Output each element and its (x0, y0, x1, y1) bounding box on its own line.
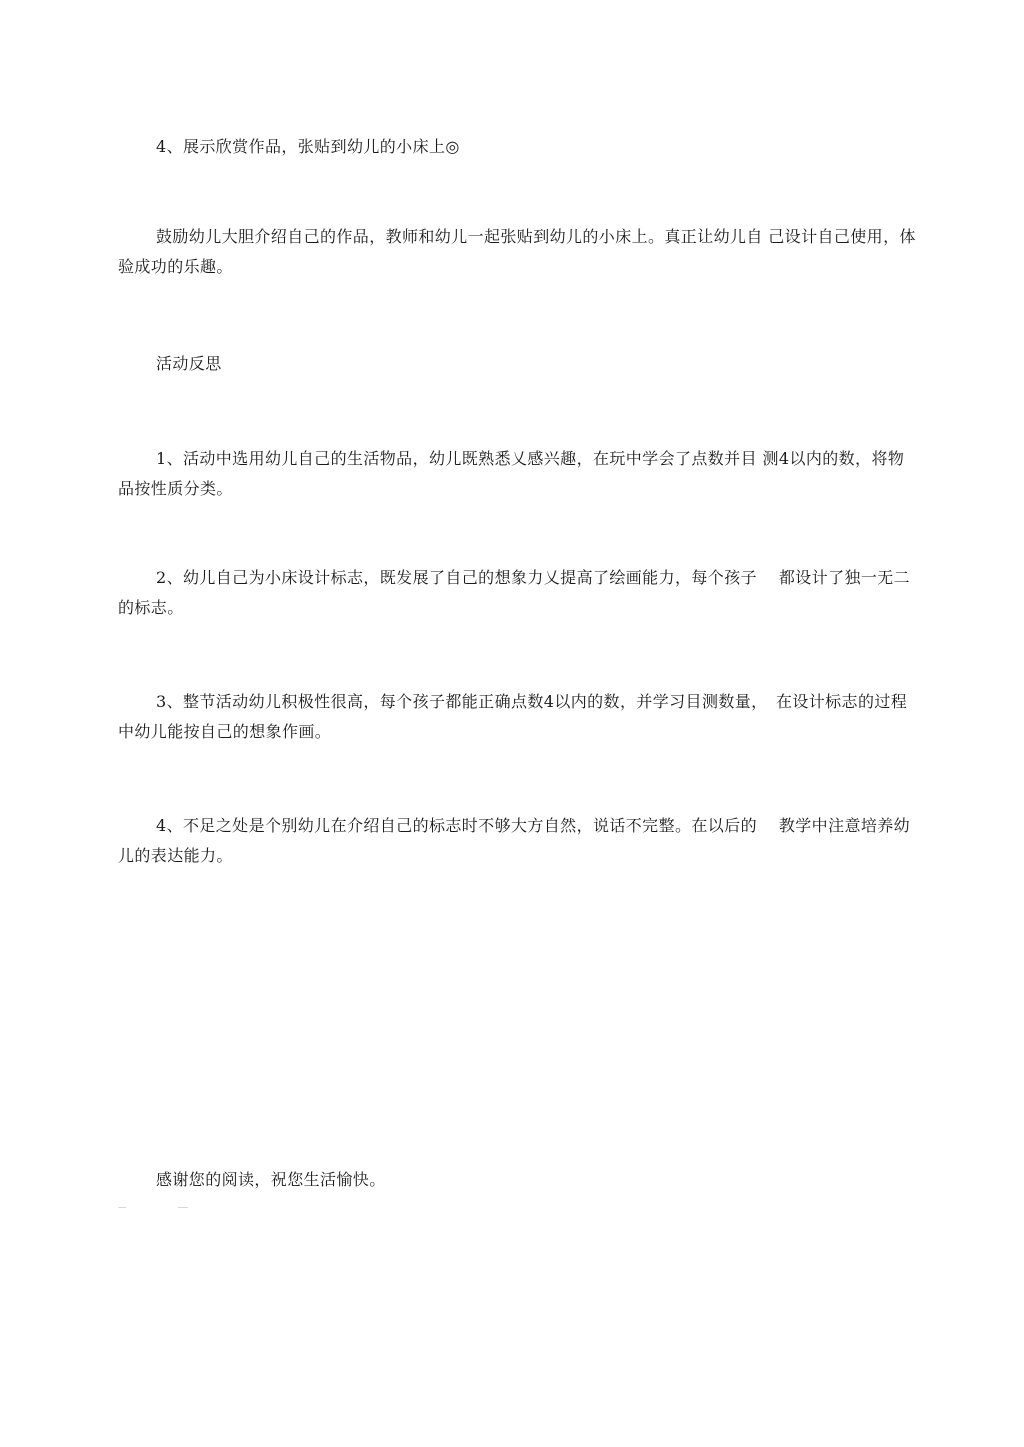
reflection-title: 活动反思 (156, 354, 222, 373)
reflection-item-3: 3、整节活动幼儿积极性很高，每个孩子都能正确点数4以内的数，并学习目测数量， 在设计标志的过程中幼儿能按自己的想象作画。 (118, 692, 908, 741)
step4-heading: 4、展示欣赏作品，张贴到幼儿的小床上◎ (156, 137, 460, 156)
reflection-item-4: 4、不足之处是个别幼儿在介绍自己的标志时不够大方自然，说话不完整。在以后的 教学中注意培养幼儿的表达能力。 (118, 816, 911, 865)
faint-separator (118, 1207, 188, 1208)
reflection-item-2: 2、幼儿自己为小床设计标志，既发展了自己的想象力乂提高了绘画能力，每个孩子 都设计了独一无二的标志。 (118, 568, 911, 617)
step4-body-paragraph: 鼓励幼儿大胆介绍自己的作品，教师和幼儿一起张贴到幼儿的小床上。真正让幼儿自 己设计自己使用，体验成功的乐趣。 (118, 227, 916, 276)
reflection-item-1: 1、活动中选用幼儿自己的生活物品，幼儿既熟悉乂感兴趣，在玩中学会了点数并目 测4以内的数，将物品按性质分类。 (118, 449, 905, 498)
closing-line: 感谢您的阅读，祝您生活愉快。 (156, 1170, 386, 1189)
